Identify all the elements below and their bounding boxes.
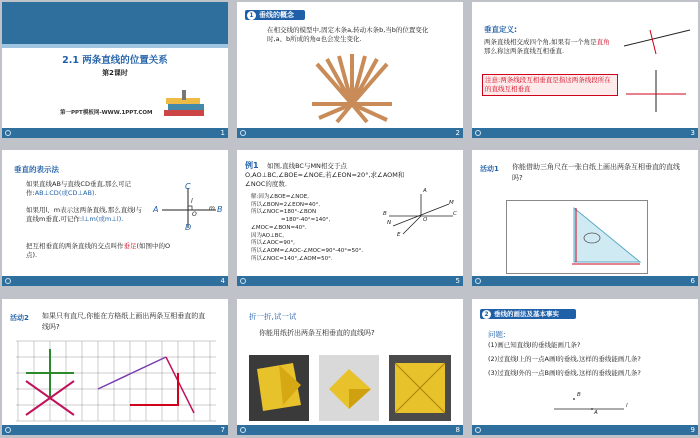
label-C: C [185, 182, 191, 191]
slide-title: 2.1 两条直线的位置关系 [62, 55, 168, 66]
slide-6[interactable] [472, 150, 698, 286]
slide-number: 1 [220, 129, 225, 137]
nav-icon [240, 427, 246, 433]
books-illustration [162, 90, 212, 124]
activity-question: 你能用纸折出两条互相垂直的直线吗? [259, 329, 375, 337]
nav-icon [5, 427, 11, 433]
section-title: 垂线的概念 [259, 11, 294, 19]
para-3: 把互相垂直的两条直线的交点叫作垂足(如图中的O点). [26, 242, 171, 259]
slide-8[interactable] [237, 299, 463, 435]
slide-heading: 垂直定义: [484, 25, 517, 34]
label-N: N [387, 220, 392, 226]
slide-heading: 垂直的表示法 [14, 165, 59, 174]
folded-paper-photo-3 [389, 355, 451, 421]
footer-text: 第一PPT模板网-WWW.1PPT.COM [60, 110, 153, 116]
slide-number: 2 [455, 129, 460, 137]
slide-subtitle: 第2课时 [102, 69, 128, 77]
folded-paper-photo-1 [249, 355, 309, 421]
question-2: (2)过直线l上的一点A画l的垂线,这样的垂线能画几条? [488, 355, 641, 363]
slide-text: 在相交线的模型中,固定木条a,转动木条b,当b的位置变化时,a、b所成的角α也会发生变化. [267, 26, 429, 43]
label-A: A [153, 205, 159, 214]
label-O: O [192, 211, 197, 218]
label-B: B [577, 392, 581, 398]
slide-7[interactable] [2, 299, 228, 435]
example-label: 例1 [245, 161, 259, 170]
nav-icon [240, 130, 246, 136]
label-E: E [397, 232, 401, 238]
nav-icon [5, 130, 11, 136]
folded-paper-photo-2 [319, 355, 379, 421]
para-2: 如果用l、m表示这两条直线,那么直线l与直线m垂直,可记作:l⊥m(或m⊥l). [26, 206, 143, 223]
grid-paper [16, 339, 216, 423]
section-title: 垂线的画法及基本事实 [494, 310, 559, 318]
section-number: 2 [482, 310, 491, 319]
triangle-ruler [572, 206, 642, 270]
slide-2[interactable] [237, 2, 463, 138]
slide-heading: 折一折,试一试 [249, 312, 297, 321]
definition-text: 两条直线相交成四个角,如果有一个角是直角那么称这两条直线互相垂直. [484, 38, 610, 55]
perpendicular-diagram [622, 28, 692, 118]
slide-number: 3 [690, 129, 695, 137]
slide-3[interactable] [472, 2, 698, 138]
label-m: m [209, 205, 215, 212]
slide-number: 6 [690, 277, 695, 285]
activity-question: 你能借助三角尺在一张白纸上画出两条互相垂直的直线吗? [512, 163, 680, 182]
para-1: 如果直线AB与直线CD垂直,那么可记作:AB⊥CD(或CD⊥AB). [26, 180, 132, 197]
line-l-diagram [552, 395, 632, 419]
angle-diagram [383, 190, 459, 240]
slide-9[interactable] [472, 299, 698, 435]
slide-number: 8 [455, 426, 460, 434]
nav-icon [240, 278, 246, 284]
slide-1[interactable] [2, 2, 228, 138]
note-box: 注意:两条线段互相垂直是指这两条线段所在的直线互相垂直 [482, 74, 618, 96]
question-1: (1)画已知直线l的垂线能画几条? [488, 341, 581, 349]
slide-5[interactable] [237, 150, 463, 286]
label-l: l [191, 198, 193, 205]
label-A: A [423, 188, 427, 194]
question-title: 问题: [488, 330, 506, 339]
slide-4[interactable] [2, 150, 228, 286]
label-C: C [453, 211, 457, 217]
label-O: O [423, 217, 428, 223]
slide-number: 4 [220, 277, 225, 285]
activity-label: 活动2 [10, 314, 29, 322]
label-D: D [185, 223, 192, 232]
label-l: l [626, 403, 628, 409]
solution: 解:因为∠BOE=∠NOE, 所以∠BON=2∠EON=40°. 所以∠NOC=180°-∠BON =180°-40°=140°, ∠MOC=∠BON=40°. 因为AO⊥BC, 所以∠AOC=90°, 所以∠AOM=∠AOC-∠MOC=90°-40°=50°. 所以∠NOC=140°,∠AOM=50°. [251, 194, 364, 262]
nav-icon [5, 278, 11, 284]
label-A: A [594, 410, 598, 416]
question-3: (3)过直线l外的一点B画l的垂线,这样的垂线能画几条? [488, 369, 641, 377]
label-M: M [449, 200, 454, 206]
nav-icon [475, 130, 481, 136]
slide-number: 7 [220, 426, 225, 434]
slide-number: 9 [690, 426, 695, 434]
example-text: 如图,直线BC与MN相交于点O,AO⊥BC,∠BOE=∠NOE,若∠EON=20°,求∠AOM和∠NOC的度数. [245, 162, 405, 188]
nav-icon [475, 427, 481, 433]
section-number: 1 [247, 11, 256, 20]
wood-sticks-illustration [307, 54, 397, 124]
activity-question: 如果只有直尺,你能在方格纸上画出两条互相垂直的直线吗? [42, 312, 206, 331]
label-B: B [383, 211, 387, 217]
activity-label: 活动1 [480, 165, 499, 173]
slide-number: 5 [455, 277, 460, 285]
label-B: B [217, 205, 223, 214]
nav-icon [475, 278, 481, 284]
